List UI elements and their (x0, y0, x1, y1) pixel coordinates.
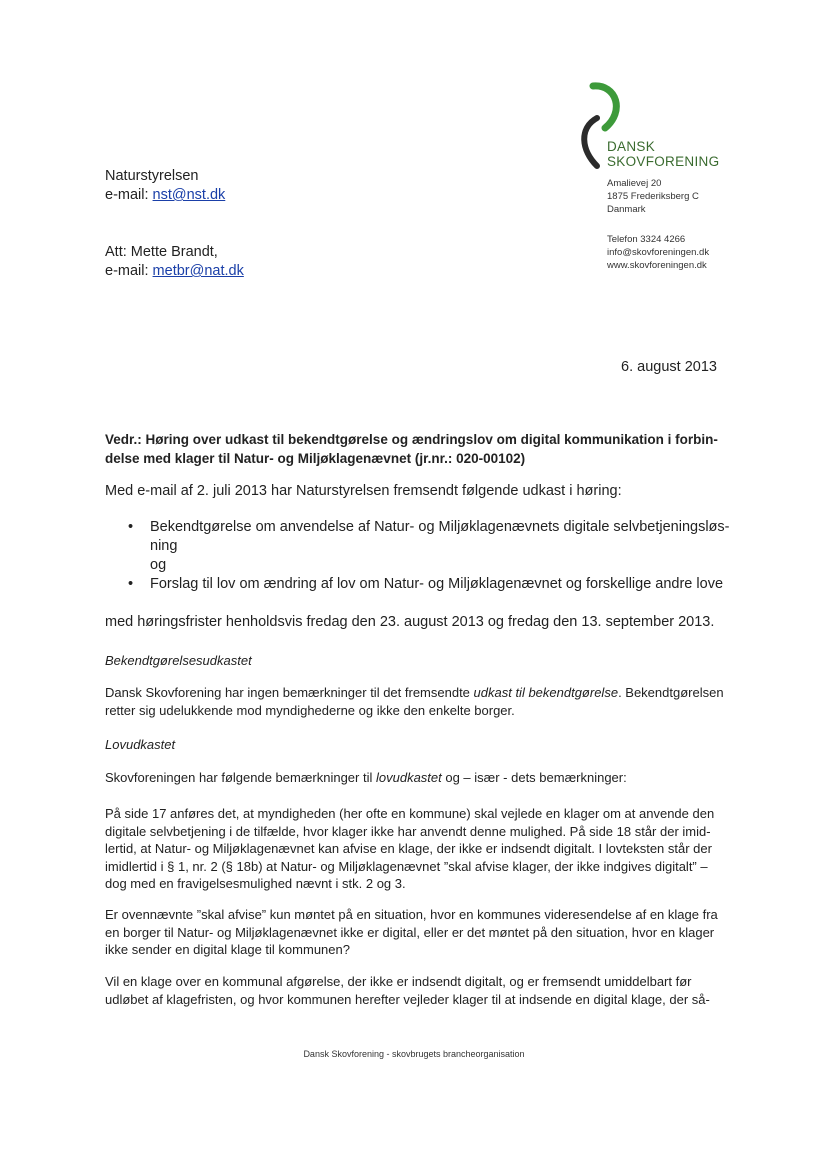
list-item-line: Forslag til lov om ændring af lov om Natur- og Miljøklagenævnet og forskellige andre love (150, 576, 724, 592)
section-heading-lovudkastet: Lovudkastet (105, 737, 176, 752)
subject-line: delse med klager til Natur- og Miljøklagenævnet (jr.nr.: 020-00102) (105, 451, 526, 466)
deadlines-paragraph: med høringsfrister henholdsvis fredag den 23. august 2013 og fredag den 13. september 2013. (105, 614, 715, 630)
text-run-italic: lovudkastet (375, 770, 442, 785)
attention-email-line (105, 262, 244, 281)
section2-paragraph-4 (105, 973, 710, 1008)
recipient-email-label: e-mail: (105, 187, 153, 203)
sender-address-line: 1875 Frederiksberg C (607, 191, 699, 202)
recipient-name: Naturstyrelsen (105, 168, 199, 184)
paragraph-line (105, 684, 724, 702)
text-run: . Bekendtgørelsen (618, 685, 724, 700)
paragraph-line: digitale selvbetjening i de tilfælde, hvor klager ikke har anvendt denne mulighed. På side 18 står der imid- (105, 823, 711, 839)
attention-line: Att: Mette Brandt, (105, 244, 218, 260)
bullet-dot-icon: • (128, 576, 134, 592)
sender-address-line: Danmark (607, 204, 646, 215)
letter-date: 6. august 2013 (621, 359, 717, 375)
section2-paragraph-1 (105, 769, 627, 787)
sender-address-line: Amalievej 20 (607, 178, 662, 189)
intro-paragraph: Med e-mail af 2. juli 2013 har Naturstyrelsen fremsendt følgende udkast i høring: (105, 483, 622, 499)
recipient-email-link[interactable]: nst@nst.dk (152, 187, 226, 203)
paragraph-line: en borger til Natur- og Miljøklagenævnet ikke er digital, eller er det møntet på den situation, hvor en klager (105, 924, 715, 940)
sender-email[interactable]: info@skovforeningen.dk (607, 247, 710, 258)
paragraph-line: På side 17 anføres det, at myndigheden (her ofte en kommune) skal vejlede en klager om at anvende den (105, 806, 715, 821)
paragraph-line: lertid, at Natur- og Miljøklagenævnet kan afvise en klage, der ikke er indsendt digitalt. I lovteksten står der (105, 841, 712, 856)
sender-phone: Telefon 3324 4266 (607, 234, 686, 245)
page-footer: Dansk Skovforening - skovbrugets brancheorganisation (303, 1049, 525, 1059)
logo-brand-line2: SKOVFORENING (607, 154, 720, 169)
sender-website[interactable]: www.skovforeningen.dk (607, 260, 707, 271)
sender-address (607, 177, 699, 216)
paragraph-line: retter sig udelukkende mod myndighederne og ikke den enkelte borger. (105, 702, 515, 718)
list-item (128, 575, 728, 594)
subject-line: Vedr.: Høring over udkast til bekendtgørelse og ændringslov om digital kommunikation i forbin- (105, 432, 718, 447)
bullet-list (128, 518, 728, 594)
text-run-italic: udkast til bekendtgørelse (473, 685, 619, 700)
recipient-block (105, 167, 225, 205)
bullet-connector: og (150, 557, 167, 573)
logo-wordmark (607, 139, 719, 169)
recipient-email-line (105, 186, 225, 205)
bullet-dot-icon: • (128, 519, 134, 535)
list-item (128, 518, 728, 556)
subject-heading (105, 430, 718, 468)
logo-brand-line1: DANSK (607, 139, 656, 154)
list-item-line: ning (150, 538, 178, 554)
attention-block (105, 243, 244, 281)
text-run: og – især - dets bemærkninger: (441, 770, 627, 785)
paragraph-line: dog med en fravigelsesmulighed nævnt i stk. 2 og 3. (105, 876, 406, 891)
paragraph-line: udløbet af klagefristen, og hvor kommunen herefter vejleder klager til at indsende en digital klage, der så- (105, 991, 710, 1007)
section2-paragraph-2 (105, 805, 714, 893)
section1-paragraph (105, 684, 724, 719)
list-item-line: Bekendtgørelse om anvendelse af Natur- og Miljøklagenævnets digitale selvbetjeningsløs- (150, 519, 730, 535)
paragraph-line: ikke sender en digital klage til kommunen? (105, 942, 350, 957)
attention-email-label: e-mail: (105, 263, 153, 279)
section2-paragraph-3 (105, 906, 718, 959)
attention-email-link[interactable]: metbr@nat.dk (152, 263, 244, 279)
text-run: Dansk Skovforening har ingen bemærkninger til det fremsendte (105, 685, 474, 700)
paragraph-line: Vil en klage over en kommunal afgørelse, der ikke er indsendt digitalt, og er fremsendt umiddelbart før (105, 974, 692, 989)
sender-contact (607, 233, 709, 272)
paragraph-line: Er ovennævnte ”skal afvise” kun møntet på en situation, hvor en kommunes videresendelse af en klage fra (105, 907, 718, 922)
section-heading-bekendtgorelse: Bekendtgørelsesudkastet (105, 653, 252, 668)
paragraph-line: imidlertid i § 1, nr. 2 (§ 18b) at Natur- og Miljøklagenævnet ”skal afvise klager, der ikke indgives digitalt” – (105, 858, 708, 874)
text-run: Skovforeningen har følgende bemærkninger til (105, 770, 376, 785)
